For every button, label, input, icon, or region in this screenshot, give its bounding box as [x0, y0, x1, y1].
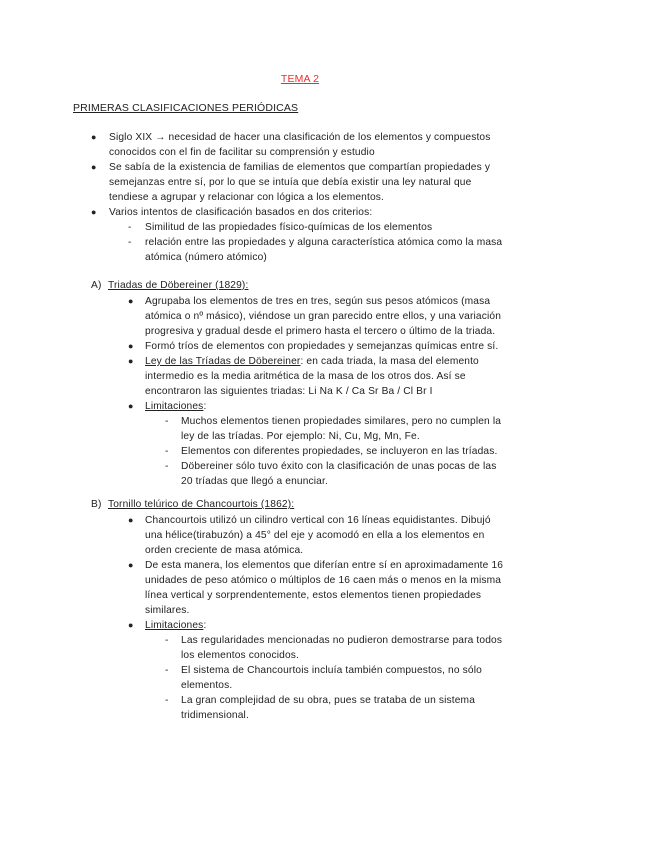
dash-icon: - [165, 695, 169, 706]
list-item-text: tendiese a agrupar y relacionar con lógica a los elementos. [109, 192, 385, 203]
document-title: TEMA 2 [280, 73, 320, 85]
bullet-icon: ● [128, 560, 134, 570]
list-item-text: Chancourtois utilizó un cilindro vertical con 16 líneas equidistantes. Dibujó [145, 515, 491, 526]
list-item-text: La gran complejidad de su obra, pues se trataba de un sistema [181, 695, 476, 706]
list-item-text: una hélice(tirabuzón) a 45° del eje y acomodó en ella a los elementos en [145, 530, 485, 541]
bullet-icon: ● [128, 401, 134, 411]
bullet-icon: ● [91, 162, 97, 172]
list-item-text: conocidos con el fin de facilitar su comprensión y estudio [109, 147, 375, 158]
list-item-text: Formó tríos de elementos con propiedades y semejanzas químicas entre sí. [145, 341, 499, 352]
list-item-text: orden creciente de masa atómica. [145, 545, 304, 556]
list-item-text [145, 399, 206, 414]
list-item-text: elementos. [181, 680, 233, 691]
list-item-text [145, 354, 479, 369]
list-item-text: Döbereiner sólo tuvo éxito con la clasificación de unas pocas de las [181, 461, 497, 472]
bullet-icon: ● [128, 515, 134, 525]
list-item-text: atómica o nº másico), viéndose un gran parecido entre ellos, y una variación [145, 311, 502, 322]
list-item-text: Muchos elementos tienen propiedades similares, pero no cumplen la [181, 416, 502, 427]
dash-icon: - [165, 665, 169, 676]
bullet-icon: ● [91, 132, 97, 142]
list-item-text: 20 tríadas que llegó a enunciar. [181, 476, 328, 487]
list-item-text: El sistema de Chancourtois incluía también compuestos, no sólo [181, 665, 482, 676]
dash-icon: - [165, 461, 169, 472]
dash-icon: - [165, 416, 169, 427]
list-item-text [145, 618, 206, 633]
underlined-label: Limitaciones [145, 620, 204, 631]
list-item-text: atómica (número atómico) [145, 252, 267, 263]
list-item-text-rest: : [203, 620, 207, 631]
list-item-text-rest: : en cada triada, la masa del elemento [300, 356, 479, 367]
section-title: Tornillo telúrico de Chancourtois (1862): [108, 499, 295, 510]
bullet-icon: ● [128, 620, 134, 630]
bullet-icon: ● [128, 356, 134, 366]
list-item-text: intermedio es la media aritmética de la masa de los otros dos. Así se [145, 371, 466, 382]
list-item-text: progresiva y gradual desde el primero hasta el tercero o último de la triada. [145, 326, 496, 337]
section-marker: B) [91, 499, 102, 510]
underlined-label: Limitaciones [145, 401, 204, 412]
list-item-text: Elementos con diferentes propiedades, se incluyeron en las tríadas. [181, 446, 498, 457]
list-item-text: Agrupaba los elementos de tres en tres, según sus pesos atómicos (masa [145, 296, 491, 307]
list-item-text: encontraron las siguientes triadas: Li Na K / Ca Sr Ba / Cl Br I [145, 386, 433, 397]
list-item-text: De esta manera, los elementos que diferían entre sí en aproximadamente 16 [145, 560, 504, 571]
list-item-text: unidades de peso atómico o múltiplos de 16 caen más o menos en la misma [145, 575, 502, 586]
list-item-text: Las regularidades mencionadas no pudieron demostrarse para todos [181, 635, 503, 646]
list-item-text: semejanzas entre sí, por lo que se intuía que debía existir una ley natural que [109, 177, 472, 188]
list-item-text-rest: : [203, 401, 207, 412]
list-item-text: similares. [145, 605, 190, 616]
dash-icon: - [165, 446, 169, 457]
dash-icon: - [165, 635, 169, 646]
dash-icon: - [128, 237, 132, 248]
list-item-text: ley de las tríadas. Por ejemplo: Ni, Cu, Mg, Mn, Fe. [181, 431, 420, 442]
list-item-text: Se sabía de la existencia de familias de elementos que compartían propiedades y [109, 162, 491, 173]
list-item-text: línea vertical y sorprendentemente, estos elementos tienen propiedades [145, 590, 482, 601]
list-item-text: tridimensional. [181, 710, 249, 721]
list-item-text: los elementos conocidos. [181, 650, 299, 661]
section-marker: A) [91, 280, 102, 291]
dash-icon: - [128, 222, 132, 233]
list-item-text: relación entre las propiedades y alguna característica atómica como la masa [145, 237, 503, 248]
bullet-icon: ● [128, 341, 134, 351]
list-item-text: Siglo XIX → necesidad de hacer una clasificación de los elementos y compuestos [109, 132, 491, 143]
section-heading: PRIMERAS CLASIFICACIONES PERIÓDICAS [73, 102, 299, 114]
bullet-icon: ● [128, 296, 134, 306]
list-item-text: Similitud de las propiedades físico-químicas de los elementos [145, 222, 433, 233]
underlined-label: Ley de las Tríadas de Döbereiner [145, 356, 301, 367]
list-item-text: Varios intentos de clasificación basados en dos criterios: [109, 207, 373, 218]
section-title: Triadas de Döbereiner (1829): [108, 280, 249, 291]
bullet-icon: ● [91, 207, 97, 217]
